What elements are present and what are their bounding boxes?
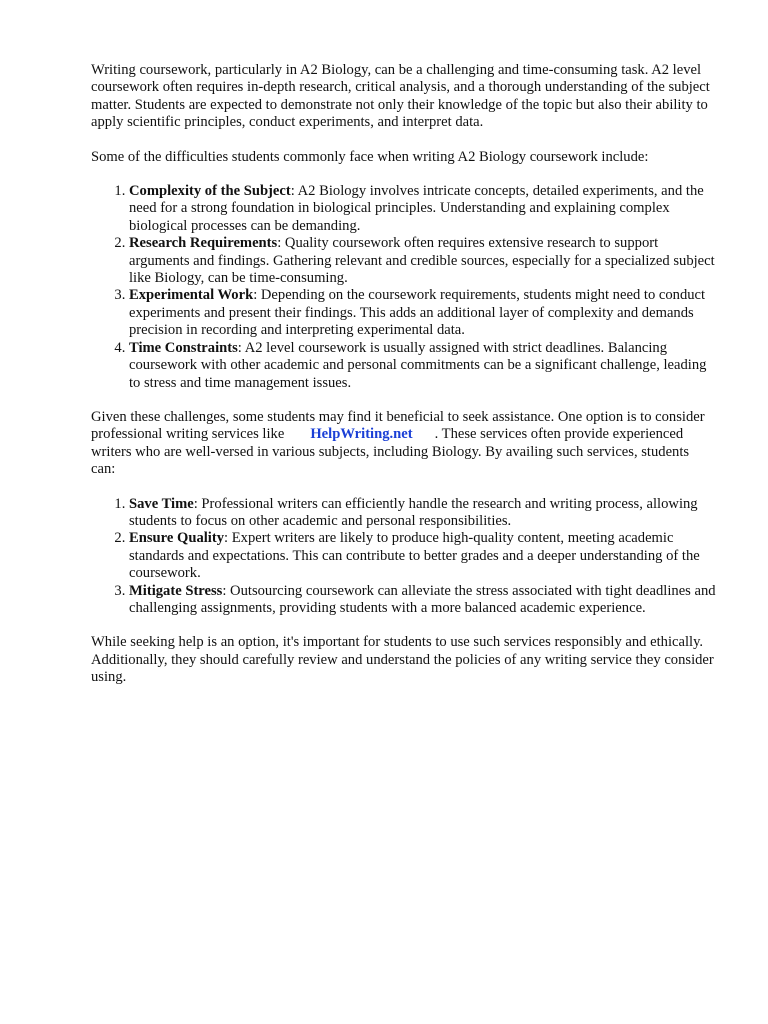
list-item <box>129 530 716 582</box>
list-item-text: : Outsourcing coursework can alleviate the stress associated with tight deadlines and challenging assignments, providing students with a more balanced academic experience. <box>129 582 716 616</box>
list-item <box>129 287 716 339</box>
list-item-text: : Expert writers are likely to produce high-quality content, meeting academic standards and expectations. This can contribute to better grades and a deeper understanding of the coursework. <box>129 530 700 582</box>
assistance-paragraph <box>91 409 716 479</box>
list-item-term: Research Requirements <box>129 235 278 252</box>
list-item-text: : A2 Biology involves intricate concepts, detailed experiments, and the need for a strong foundation in biological principles. Understanding and explaining complex biological processes can be demanding. <box>129 183 704 234</box>
list-item-text: : Depending on the coursework requirements, students might need to conduct experiments and present their findings. This adds an additional layer of complexity and demands precision in recording and interpreting experimental data. <box>129 287 706 339</box>
difficulties-lead-paragraph: Some of the difficulties students commonly face when writing A2 Biology coursework include: <box>91 148 649 165</box>
assistance-text-before-link: Given these challenges, some students may find it beneficial to seek assistance. One option is to consider professional writing services like <box>91 408 705 443</box>
list-item-text: : A2 level coursework is usually assigned with strict deadlines. Balancing coursework with other academic and personal commitments can be a significant challenge, leading to stress and time management issues. <box>129 339 707 391</box>
list-item-term: Ensure Quality <box>129 530 225 547</box>
list-item-term: Save Time <box>129 495 194 512</box>
assistance-text-after-link: . These services often provide experienced writers who are well-versed in various subjects, including Biology. By availing such services, students can: <box>91 426 690 478</box>
intro-paragraph: Writing coursework, particularly in A2 Biology, can be a challenging and time-consuming task. A2 level coursework often requires in-depth research, critical analysis, and a thorough understanding of the subject matter. Students are expected to demonstrate not only their knowledge of the topic but also their ability to apply scientific principles, conduct experiments, and interpret data. <box>91 62 710 131</box>
list-item-text: : Professional writers can efficiently handle the research and writing process, allowing students to focus on other academic and personal responsibilities. <box>129 495 698 529</box>
list-item-term: Time Constraints <box>129 339 238 356</box>
list-item-term: Experimental Work <box>129 287 254 304</box>
difficulties-list <box>91 183 716 392</box>
closing-paragraph: While seeking help is an option, it's important for students to use such services responsibly and ethically. Additionally, they should carefully review and understand the policies of any writing service they consider using. <box>91 634 714 686</box>
document-body <box>91 62 716 704</box>
benefits-list <box>91 496 716 618</box>
list-item-text: : Quality coursework often requires extensive research to support arguments and findings. Gathering relevant and credible sources, especially for a specialized subject like Biology, can be time-consuming. <box>129 235 715 287</box>
list-item <box>129 583 716 618</box>
list-item <box>129 235 716 287</box>
list-item <box>129 496 716 531</box>
helpwriting-link[interactable]: HelpWriting.net <box>310 426 413 443</box>
list-item <box>129 183 716 235</box>
list-item <box>129 340 716 392</box>
list-item-term: Complexity of the Subject <box>129 183 291 200</box>
list-item-term: Mitigate Stress <box>129 582 223 599</box>
